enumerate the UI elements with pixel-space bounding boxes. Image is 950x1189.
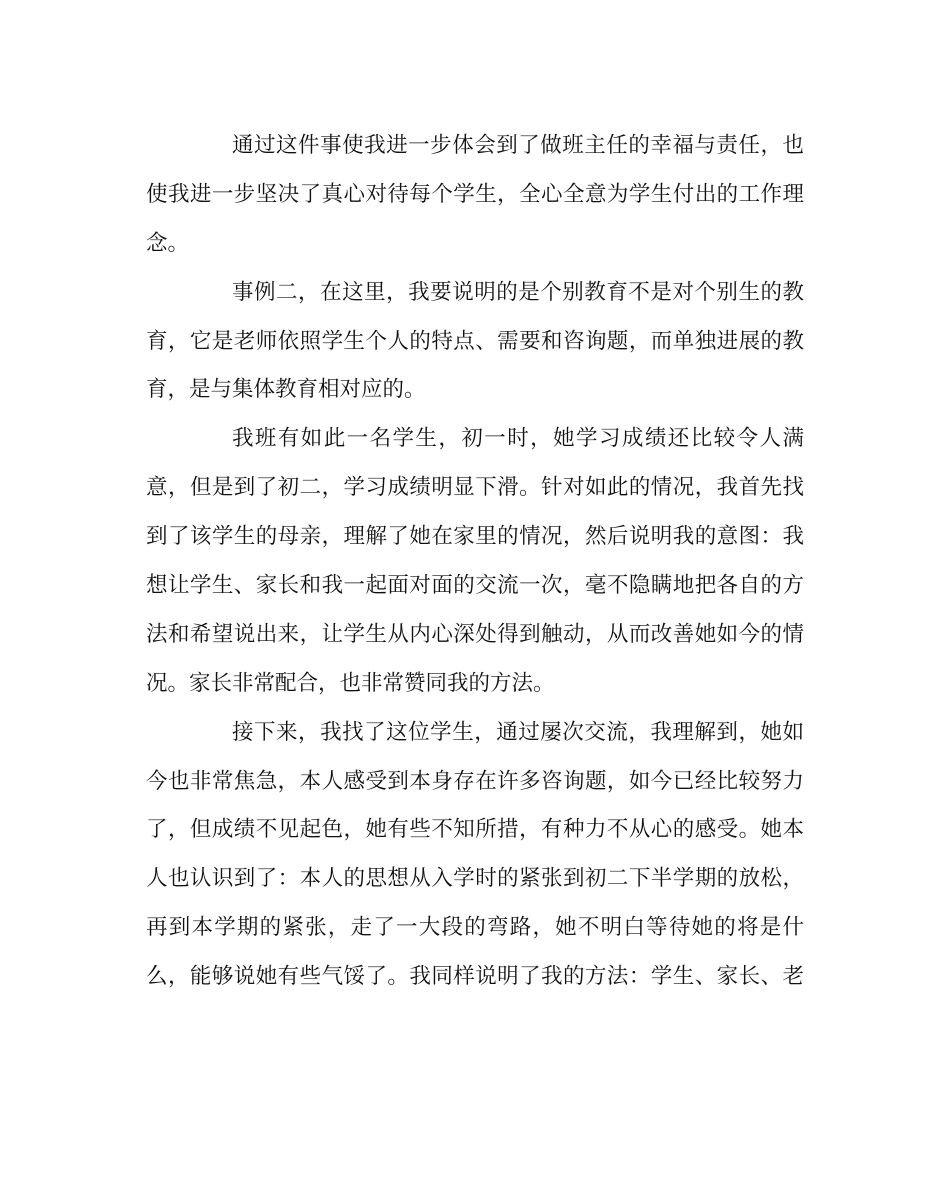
text-line: 了，但成绩不见起色，她有些不知所措，有种力不从心的感受。她本 [146, 817, 804, 843]
text-line: 事例二，在这里，我要说明的是个别教育不是对个别生的教 [232, 279, 804, 305]
text-line: 今也非常焦急，本人感受到本身存在许多咨询题，如今已经比较努力 [146, 768, 804, 794]
text-line: 使我进一步坚决了真心对待每个学生，全心全意为学生付出的工作理 [146, 181, 804, 207]
document-body [146, 122, 804, 1002]
text-line: 育，它是老师依照学生个人的特点、需要和咨询题，而单独进展的教 [146, 328, 804, 354]
text-line: 到了该学生的母亲，理解了她在家里的情况，然后说明我的意图：我 [146, 524, 804, 550]
paragraph-4 [146, 709, 804, 1002]
text-line: 么，能够说她有些气馁了。我同样说明了我的方法：学生、家长、老 [146, 964, 804, 990]
text-line: 法和希望说出来，让学生从内心深处得到触动，从而改善她如今的情 [146, 621, 804, 647]
text-line: 通过这件事使我进一步体会到了做班主任的幸福与责任，也 [232, 133, 804, 158]
text-line: 人也认识到了：本人的思想从入学时的紧张到初二下半学期的放松， [146, 866, 804, 892]
text-line: 我班有如此一名学生，初一时，她学习成绩还比较令人满 [232, 426, 804, 452]
text-line: 接下来，我找了这位学生，通过屡次交流，我理解到，她如 [232, 719, 804, 745]
paragraph-1 [146, 122, 804, 269]
text-line: 想让学生、家长和我一起面对面的交流一次，毫不隐瞒地把各自的方 [146, 573, 804, 599]
text-line: 意，但是到了初二，学习成绩明显下滑。针对如此的情况，我首先找 [146, 475, 804, 501]
paragraph-3 [146, 415, 804, 708]
paragraph-2 [146, 269, 804, 416]
text-line: 念。 [146, 230, 190, 256]
text-line: 况。家长非常配合，也非常赞同我的方法。 [146, 670, 555, 696]
text-line: 育，是与集体教育相对应的。 [146, 377, 426, 403]
text-line: 再到本学期的紧张，走了一大段的弯路，她不明白等待她的将是什 [146, 915, 804, 941]
